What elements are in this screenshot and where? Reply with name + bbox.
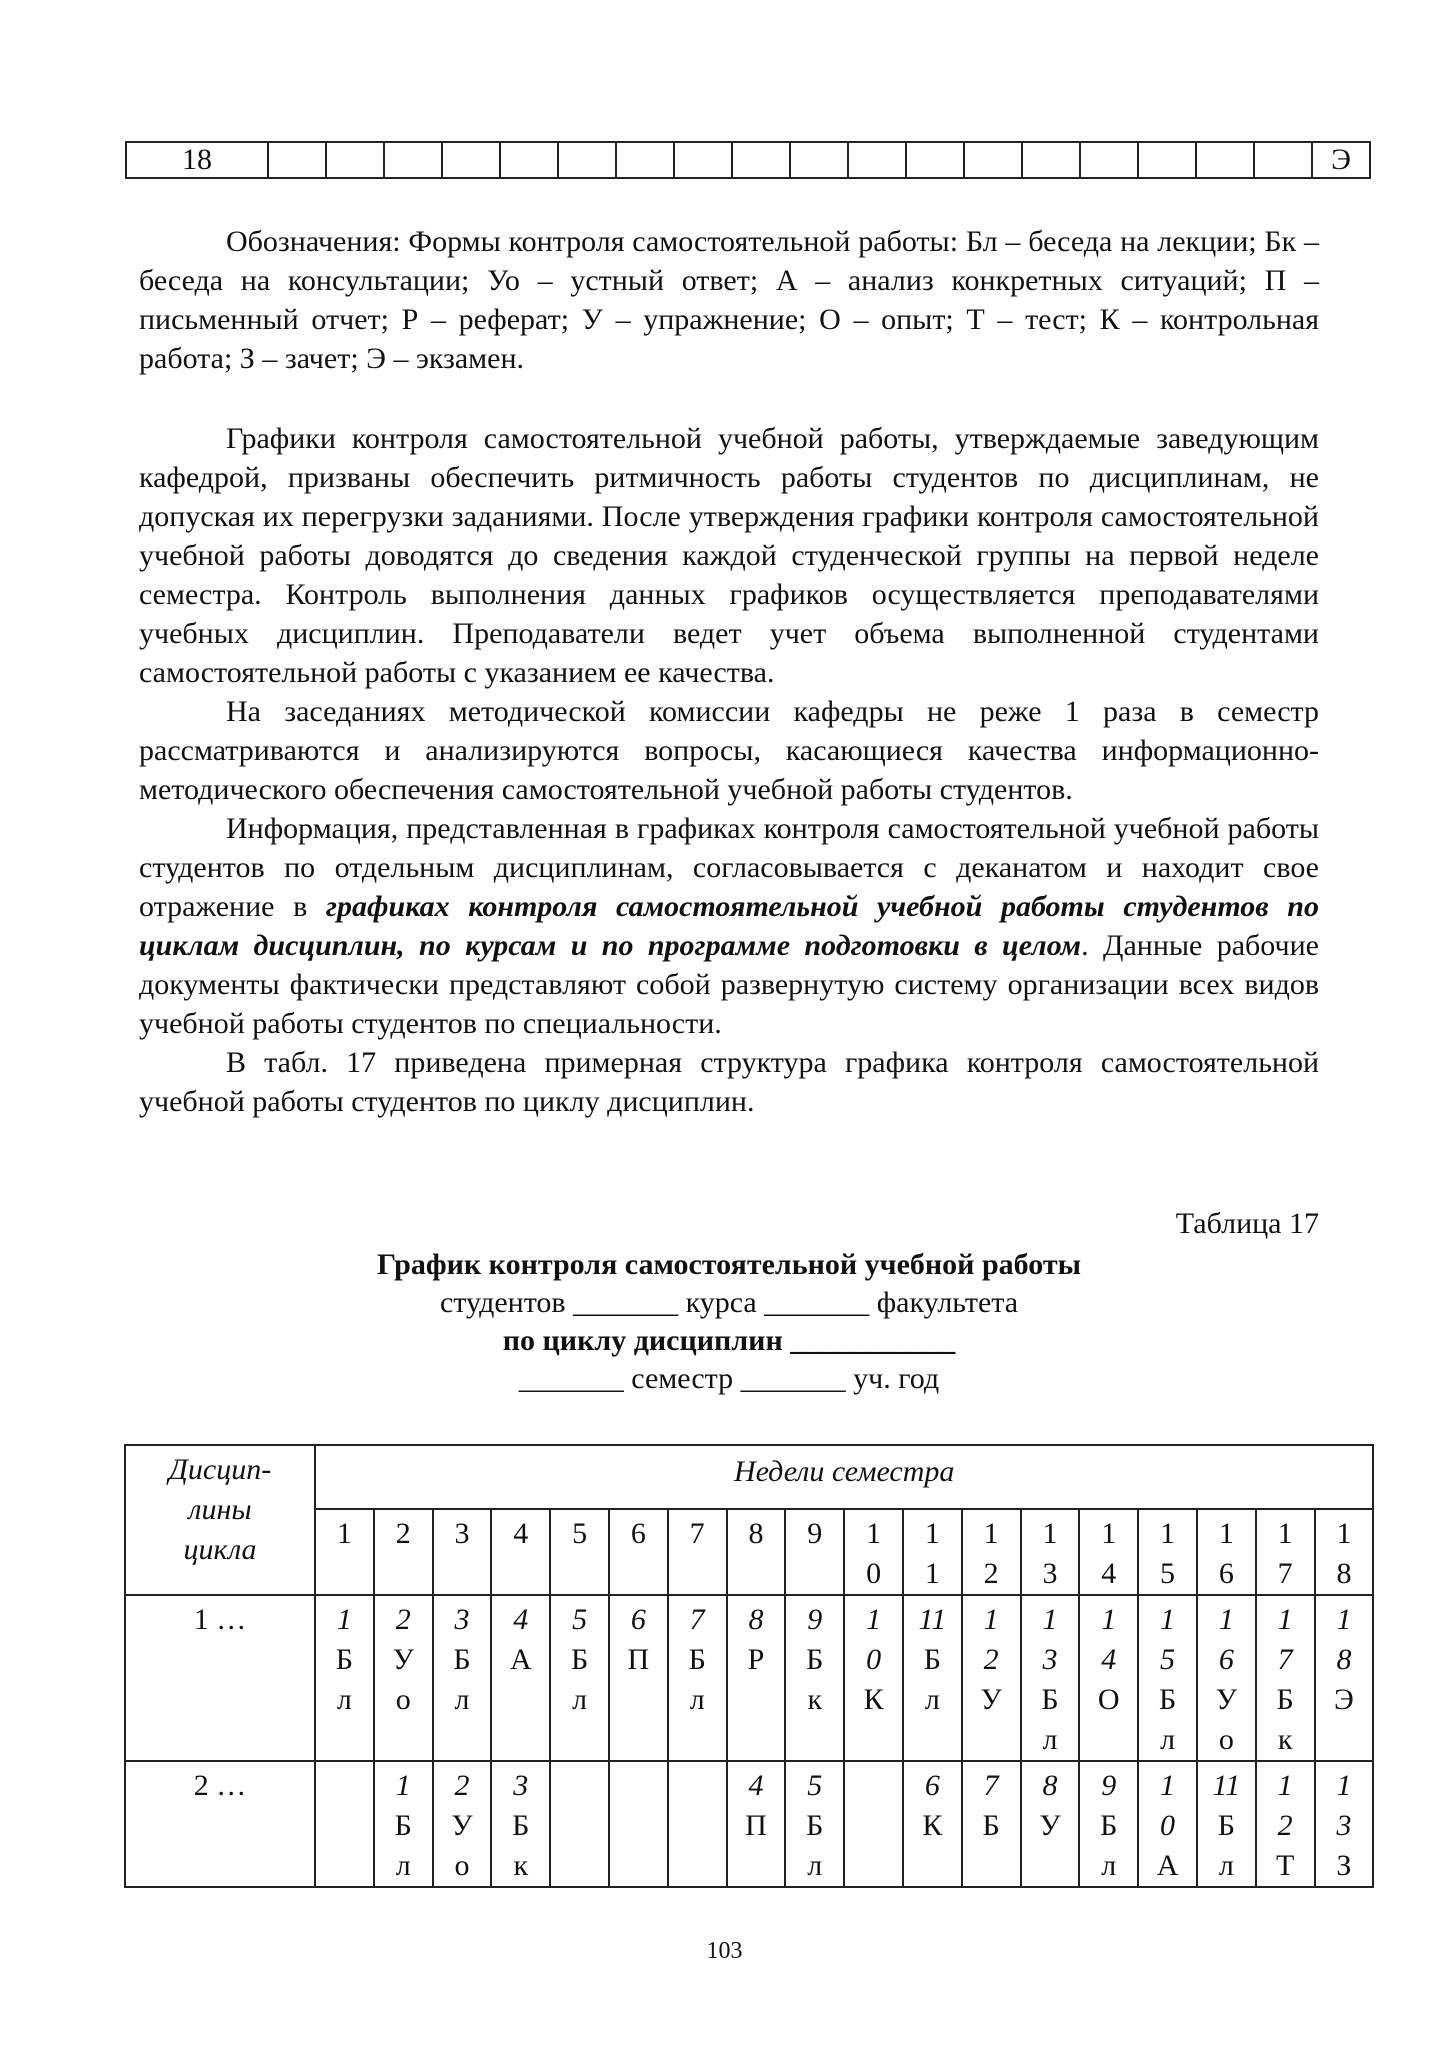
task-number: 1 7: [1277, 1603, 1293, 1676]
week-number: 1 4: [1079, 1509, 1138, 1595]
top-row-cell: [848, 142, 906, 178]
task-number: 9: [807, 1603, 823, 1636]
control-form: Б л: [570, 1643, 589, 1716]
caption-line-4: _______ семестр _______ уч. год: [518, 1362, 940, 1395]
schedule-cell: [785, 1595, 844, 1761]
task-number: 5: [807, 1769, 823, 1802]
schedule-cell: [1256, 1595, 1315, 1761]
page-number: 103: [706, 1938, 743, 1964]
week-number: 1 5: [1138, 1509, 1197, 1595]
top-row-cell: [1254, 142, 1312, 178]
schedule-cell: [844, 1595, 903, 1761]
task-number: 11: [918, 1603, 947, 1636]
control-form: Б к: [806, 1643, 824, 1716]
task-number: 1 2: [1277, 1769, 1293, 1842]
task-number: 5: [572, 1603, 588, 1636]
body-text: [139, 419, 1319, 1121]
control-form: Т: [1275, 1849, 1295, 1882]
top-row-cell: [384, 142, 442, 178]
control-form: П: [745, 1809, 767, 1842]
paragraph-3-emphasis: графиках контроля самостоятельной учебной работы студентов по циклам дисциплин, по курсам и по программе подготовки в целом: [139, 890, 1319, 962]
caption-line-2: студентов _______ курса _______ факультета: [439, 1286, 1019, 1319]
week-number: 1 3: [1021, 1509, 1080, 1595]
task-number: 1 3: [1042, 1603, 1058, 1676]
week-number: 3: [433, 1509, 492, 1595]
weeks-header: Недели семестра: [315, 1445, 1373, 1509]
paragraph-3-end: . Данные рабочие документы фактически представляют собой развернутую систему организации всех видов учебной работы студентов по специальности.: [139, 929, 1319, 1040]
schedule-cell: [1315, 1595, 1374, 1761]
week-number: 7: [668, 1509, 727, 1595]
control-form: Б л: [923, 1643, 941, 1716]
task-number: 6: [630, 1603, 646, 1636]
disciplines-header: Дисцип- лины цикла: [125, 1445, 315, 1595]
schedule-cell: [903, 1595, 962, 1761]
task-number: 1 5: [1160, 1603, 1176, 1676]
task-number: 1: [336, 1603, 352, 1636]
task-number: 1 8: [1336, 1603, 1352, 1676]
control-form: Б л: [1217, 1809, 1235, 1882]
table-row: [125, 1595, 1373, 1761]
schedule-cell: [609, 1595, 668, 1761]
top-row-cell: [964, 142, 1022, 178]
schedule-cell: [1021, 1595, 1080, 1761]
control-form: У о: [451, 1809, 473, 1882]
task-number: 6: [924, 1769, 940, 1802]
schedule-cell: [374, 1761, 433, 1887]
task-number: 1 4: [1101, 1603, 1117, 1676]
top-row-cell: Э: [1312, 142, 1370, 178]
week-number: 1: [315, 1509, 374, 1595]
schedule-cell: [962, 1761, 1021, 1887]
schedule-cell: [1197, 1595, 1256, 1761]
control-form: О: [1097, 1683, 1120, 1716]
week-number: 1 0: [844, 1509, 903, 1595]
schedule-cell: [433, 1761, 492, 1887]
task-number: 4: [513, 1603, 529, 1636]
schedule-cell: [668, 1761, 727, 1887]
schedule-cell: [1079, 1761, 1138, 1887]
table-caption: [139, 1246, 1319, 1398]
task-number: 8: [748, 1603, 764, 1636]
legend-text: Обозначения: Формы контроля самостоятельной работы: Бл – беседа на лекции; Бк – беседа на консультации; Уо – устный ответ; А – анализ конкретных ситуаций; П – письменный отчет; Р – реферат; У – упражнение; О – опыт; Т – тест; К – контрольная работа; З – зачет; Э – экзамен.: [139, 225, 1319, 375]
top-row-cell: [616, 142, 674, 178]
schedule-cell: [668, 1595, 727, 1761]
control-form: З: [1336, 1849, 1352, 1882]
control-form: У: [980, 1683, 1002, 1716]
control-form: У о: [1215, 1683, 1237, 1756]
top-row-cell: [1196, 142, 1254, 178]
schedule-cell: [315, 1761, 374, 1887]
control-form: Б л: [453, 1643, 471, 1716]
task-number: 3: [454, 1603, 470, 1636]
control-form: Б л: [335, 1643, 354, 1716]
task-number: 3: [513, 1769, 529, 1802]
control-form: Б л: [1041, 1683, 1059, 1756]
task-number: 1: [395, 1769, 411, 1802]
schedule-cell: [315, 1595, 374, 1761]
caption-title: График контроля самостоятельной учебной работы: [376, 1248, 1082, 1281]
control-form: П: [627, 1643, 650, 1676]
schedule-cell: [1315, 1761, 1374, 1887]
control-form: Р: [747, 1643, 765, 1676]
control-form: Б л: [688, 1643, 706, 1716]
schedule-cell: [550, 1595, 609, 1761]
top-row-cell: [674, 142, 732, 178]
paragraph-2: На заседаниях методической комиссии кафедры не реже 1 раза в семестр рассматриваются и анализируются вопросы, касающиеся качества информационно-методического обеспечения самостоятельной учебной работы студентов.: [139, 695, 1319, 806]
schedule-cell: [903, 1761, 962, 1887]
control-form: У о: [392, 1643, 414, 1716]
paragraph-3: [139, 809, 1319, 1043]
schedule-cell: [844, 1761, 903, 1887]
schedule-cell: [491, 1761, 550, 1887]
control-form: Б к: [1276, 1683, 1294, 1756]
control-form: К: [863, 1683, 884, 1716]
top-row-cell: [268, 142, 326, 178]
top-row-cell: [790, 142, 848, 178]
top-row-cell: [558, 142, 616, 178]
schedule-cell: [550, 1761, 609, 1887]
schedule-cell: [1021, 1761, 1080, 1887]
control-form: Б л: [1158, 1683, 1177, 1756]
control-form: У: [1039, 1809, 1061, 1842]
schedule-cell: [727, 1595, 786, 1761]
week-number: 1 8: [1315, 1509, 1374, 1595]
control-form: К: [922, 1809, 943, 1842]
schedule-cell: [785, 1761, 844, 1887]
task-number: 8: [1042, 1769, 1058, 1802]
week-number: 1 1: [903, 1509, 962, 1595]
table-row: [125, 1761, 1373, 1887]
top-row-cell: [1138, 142, 1196, 178]
week-number: 4: [491, 1509, 550, 1595]
task-number: 2: [395, 1603, 411, 1636]
control-form: Б л: [806, 1809, 824, 1882]
task-number: 2: [454, 1769, 470, 1802]
task-number: 11: [1212, 1769, 1241, 1802]
top-row-label: 18: [126, 142, 268, 178]
top-row-cell: [732, 142, 790, 178]
paragraph-1: Графики контроля самостоятельной учебной работы, утверждаемые заведующим кафедрой, призваны обеспечить ритмичность работы студентов по дисциплинам, не допуская их перегрузки заданиями. После утверждения графики контроля самостоятельной учебной работы доводятся до сведения каждой студенческой группы на первой неделе семестра. Контроль выполнения данных графиков осуществляется преподавателями учебных дисциплин. Преподаватели ведет учет объема выполненной студентами самостоятельной работы с указанием ее качества.: [139, 422, 1319, 689]
row-label: 1 …: [125, 1595, 315, 1761]
task-number: 1 0: [1160, 1769, 1176, 1842]
caption-line-3: по циклу дисциплин ___________: [502, 1324, 956, 1357]
task-number: 7: [689, 1603, 705, 1636]
schedule-cell: [1256, 1761, 1315, 1887]
schedule-cell: [1079, 1595, 1138, 1761]
task-number: 1 6: [1218, 1603, 1234, 1676]
schedule-cell: [374, 1595, 433, 1761]
top-row-cell: [442, 142, 500, 178]
control-form: А: [509, 1643, 532, 1676]
control-schedule-table: [124, 1444, 1374, 1888]
week-number: 6: [609, 1509, 668, 1595]
schedule-cell: [1138, 1595, 1197, 1761]
week-number: 8: [727, 1509, 786, 1595]
top-table-row: [125, 141, 1371, 179]
control-form: Б л: [1100, 1809, 1118, 1882]
week-number: 1 7: [1256, 1509, 1315, 1595]
schedule-cell: [609, 1761, 668, 1887]
schedule-cell: [1197, 1761, 1256, 1887]
task-number: 7: [983, 1769, 999, 1802]
week-number: 2: [374, 1509, 433, 1595]
top-row-cell: [326, 142, 384, 178]
row-label: 2 …: [125, 1761, 315, 1887]
control-form: Б л: [394, 1809, 412, 1882]
control-form: Э: [1334, 1683, 1354, 1716]
task-number: 1 0: [866, 1603, 882, 1676]
legend: [139, 222, 1319, 378]
task-number: 9: [1101, 1769, 1117, 1802]
control-form: Б к: [512, 1809, 530, 1882]
week-number: 9: [785, 1509, 844, 1595]
table-number: Таблица 17: [1175, 1207, 1319, 1240]
schedule-cell: [727, 1761, 786, 1887]
top-row-cell: [1022, 142, 1080, 178]
task-number: 1 3: [1336, 1769, 1352, 1842]
control-form: А: [1156, 1849, 1179, 1882]
task-number: 1 2: [983, 1603, 999, 1676]
top-row-cell: [500, 142, 558, 178]
top-row-cell: [1080, 142, 1138, 178]
week-number: 5: [550, 1509, 609, 1595]
schedule-cell: [962, 1595, 1021, 1761]
schedule-cell: [1138, 1761, 1197, 1887]
week-number: 1 2: [962, 1509, 1021, 1595]
schedule-cell: [491, 1595, 550, 1761]
task-number: 4: [748, 1769, 764, 1802]
schedule-cell: [433, 1595, 492, 1761]
top-row-cell: [906, 142, 964, 178]
week-number: 1 6: [1197, 1509, 1256, 1595]
paragraph-4: В табл. 17 приведена примерная структура графика контроля самостоятельной учебной работы студентов по циклу дисциплин.: [139, 1046, 1319, 1118]
paragraph-3-start: Информация, представленная в графиках контроля самостоятельной учебной работы студентов по отдельным дисциплинам, согласовывается с деканатом и находит свое отражение в: [139, 812, 1319, 923]
control-form: Б: [982, 1809, 1000, 1842]
